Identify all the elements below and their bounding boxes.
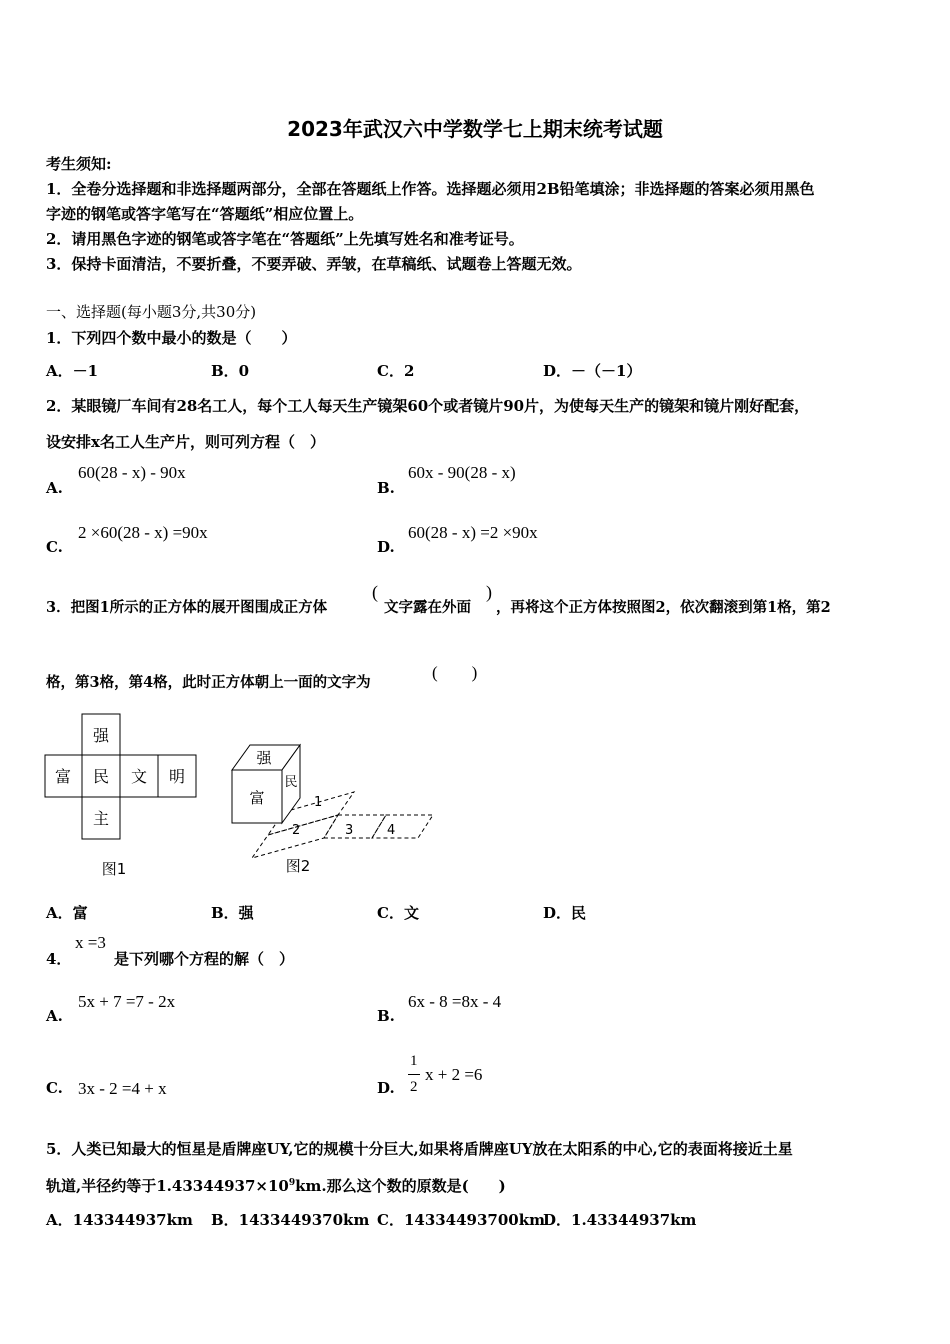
paren-open: ( xyxy=(372,582,378,602)
q5-option-a[interactable]: A．143344937km xyxy=(46,1211,193,1229)
grid-label-2: 2 xyxy=(292,823,301,838)
grid-label-4: 4 xyxy=(387,823,396,838)
q2-option-a-expr: 60(28 - x) - 90x xyxy=(78,463,186,482)
answer-blank: ( ) xyxy=(432,663,478,682)
q4-condition: x =3 xyxy=(75,933,106,952)
notice-item: 3．保持卡面清洁，不要折叠，不要弄破、弄皱，在草稿纸、试题卷上答题无效。 xyxy=(46,255,582,273)
question-2-stem: 2．某眼镜厂车间有28名工人，每个工人每天生产镜架60个或者镜片90片，为使每天生产的镜架和镜片刚好配套， xyxy=(46,397,810,415)
figure-2-caption: 图2 xyxy=(285,857,311,875)
page-title: 2023年武汉六中学数学七上期末统考试题 xyxy=(287,117,663,141)
question-4-number: 4． xyxy=(46,950,72,968)
net-label-left: 富 xyxy=(54,767,72,786)
question-5-stem: 轨道,半径约等于$1.43344937\times 10^9km$.那么这个数的原数是( ) xyxy=(46,1177,506,1195)
q4-option-c[interactable]: C. xyxy=(46,1079,63,1097)
q4-option-b-expr: 6x - 8 =8x - 4 xyxy=(408,992,502,1011)
question-1-stem: 1．下列四个数中最小的数是（ ） xyxy=(46,329,297,347)
q2-option-c-expr: 2 ×60(28 - x) =90x xyxy=(78,523,208,542)
net-label-top: 强 xyxy=(92,726,110,745)
q2-option-d-expr: 60(28 - x) =2 ×90x xyxy=(408,523,538,542)
q2-option-c[interactable]: C. xyxy=(46,538,63,556)
question-3-stem: 格，第3格，第4格，此时正方体朝上一面的文字为 xyxy=(46,674,371,691)
q1-option-d[interactable]: D．－（－1） xyxy=(543,362,642,380)
q4-option-a-expr: 5x + 7 =7 - 2x xyxy=(78,992,176,1011)
notice-item: 2．请用黑色字迹的钢笔或答字笔在“答题纸”上先填写姓名和准考证号。 xyxy=(46,230,524,248)
net-label-right1: 文 xyxy=(130,767,148,786)
grid-cell-4 xyxy=(372,815,433,838)
question-3-stem: 文字露在外面 xyxy=(384,599,471,616)
q2-option-b-expr: 60x - 90(28 - x) xyxy=(408,463,516,482)
grid-label-1: 1 xyxy=(314,795,323,810)
fraction-bar xyxy=(408,1074,420,1075)
grid-cell-3 xyxy=(324,815,386,838)
q3-option-b[interactable]: B．强 xyxy=(211,904,254,922)
net-label-center: 民 xyxy=(92,767,110,786)
q5-option-d[interactable]: D．1.43344937km xyxy=(543,1211,697,1229)
net-label-right2: 明 xyxy=(168,767,186,786)
q4-option-b[interactable]: B. xyxy=(377,1007,395,1025)
q4-d-denominator: 2 xyxy=(410,1079,418,1095)
question-4-stem: 是下列哪个方程的解（ ） xyxy=(114,950,295,968)
exponent: 9 xyxy=(288,1178,296,1188)
q3-option-d[interactable]: D．民 xyxy=(543,904,587,922)
figure-1-cube-net xyxy=(44,712,202,882)
question-3-stem: ，再将这个正方体按照图2，依次翻滚到第1格，第2 xyxy=(496,599,831,616)
q1-option-c[interactable]: C．2 xyxy=(377,362,415,380)
cube-front-label: 富 xyxy=(249,789,265,807)
q4-d-numerator: 1 xyxy=(410,1053,418,1069)
q3-option-a[interactable]: A．富 xyxy=(46,904,88,922)
section-heading: 一、选择题(每小题3分,共30分) xyxy=(46,303,257,321)
notice-item: 字迹的钢笔或答字笔写在“答题纸”相应位置上。 xyxy=(46,205,364,223)
q3-option-c[interactable]: C．文 xyxy=(377,904,419,922)
grid-label-3: 3 xyxy=(345,823,354,838)
q5-option-c[interactable]: C．14334493700km xyxy=(377,1211,546,1229)
cube-top-label: 强 xyxy=(256,749,272,767)
notice-item: 1．全卷分选择题和非选择题两部分，全部在答题纸上作答。选择题必须用2B铅笔填涂；非选择题的答案必须用黑色 xyxy=(46,180,815,198)
q2-option-a[interactable]: A. xyxy=(46,479,63,497)
q4-option-a[interactable]: A. xyxy=(46,1007,63,1025)
net-label-bottom: 主 xyxy=(92,809,110,828)
question-5-stem: 5．人类已知最大的恒星是盾牌座UY,它的规模十分巨大,如果将盾牌座UY放在太阳系的中心,它的表面将接近土星 xyxy=(46,1140,793,1158)
paren-close: ) xyxy=(486,582,492,602)
question-3-stem: 3．把图1所示的正方体的展开图围成正方体 xyxy=(46,599,328,616)
question-2-stem: 设安排x名工人生产片，则可列方程（ ） xyxy=(46,433,325,451)
figure-1-caption: 图1 xyxy=(101,860,127,878)
q1-option-a[interactable]: A．－1 xyxy=(46,362,99,380)
q5-option-b[interactable]: B．1433449370km xyxy=(211,1211,370,1229)
q4-option-d[interactable]: D. xyxy=(377,1079,395,1097)
q2-option-b[interactable]: B. xyxy=(377,479,395,497)
notice-heading: 考生须知: xyxy=(46,155,112,173)
q2-option-d[interactable]: D. xyxy=(377,538,395,556)
q4-option-c-expr: 3x - 2 =4 + x xyxy=(78,1079,167,1098)
figure-2-rolling-cube xyxy=(228,740,438,878)
q1-option-b[interactable]: B．0 xyxy=(211,362,250,380)
q4-option-d-expr: x + 2 =6 xyxy=(425,1065,483,1084)
cube-side-label: 民 xyxy=(284,775,298,790)
